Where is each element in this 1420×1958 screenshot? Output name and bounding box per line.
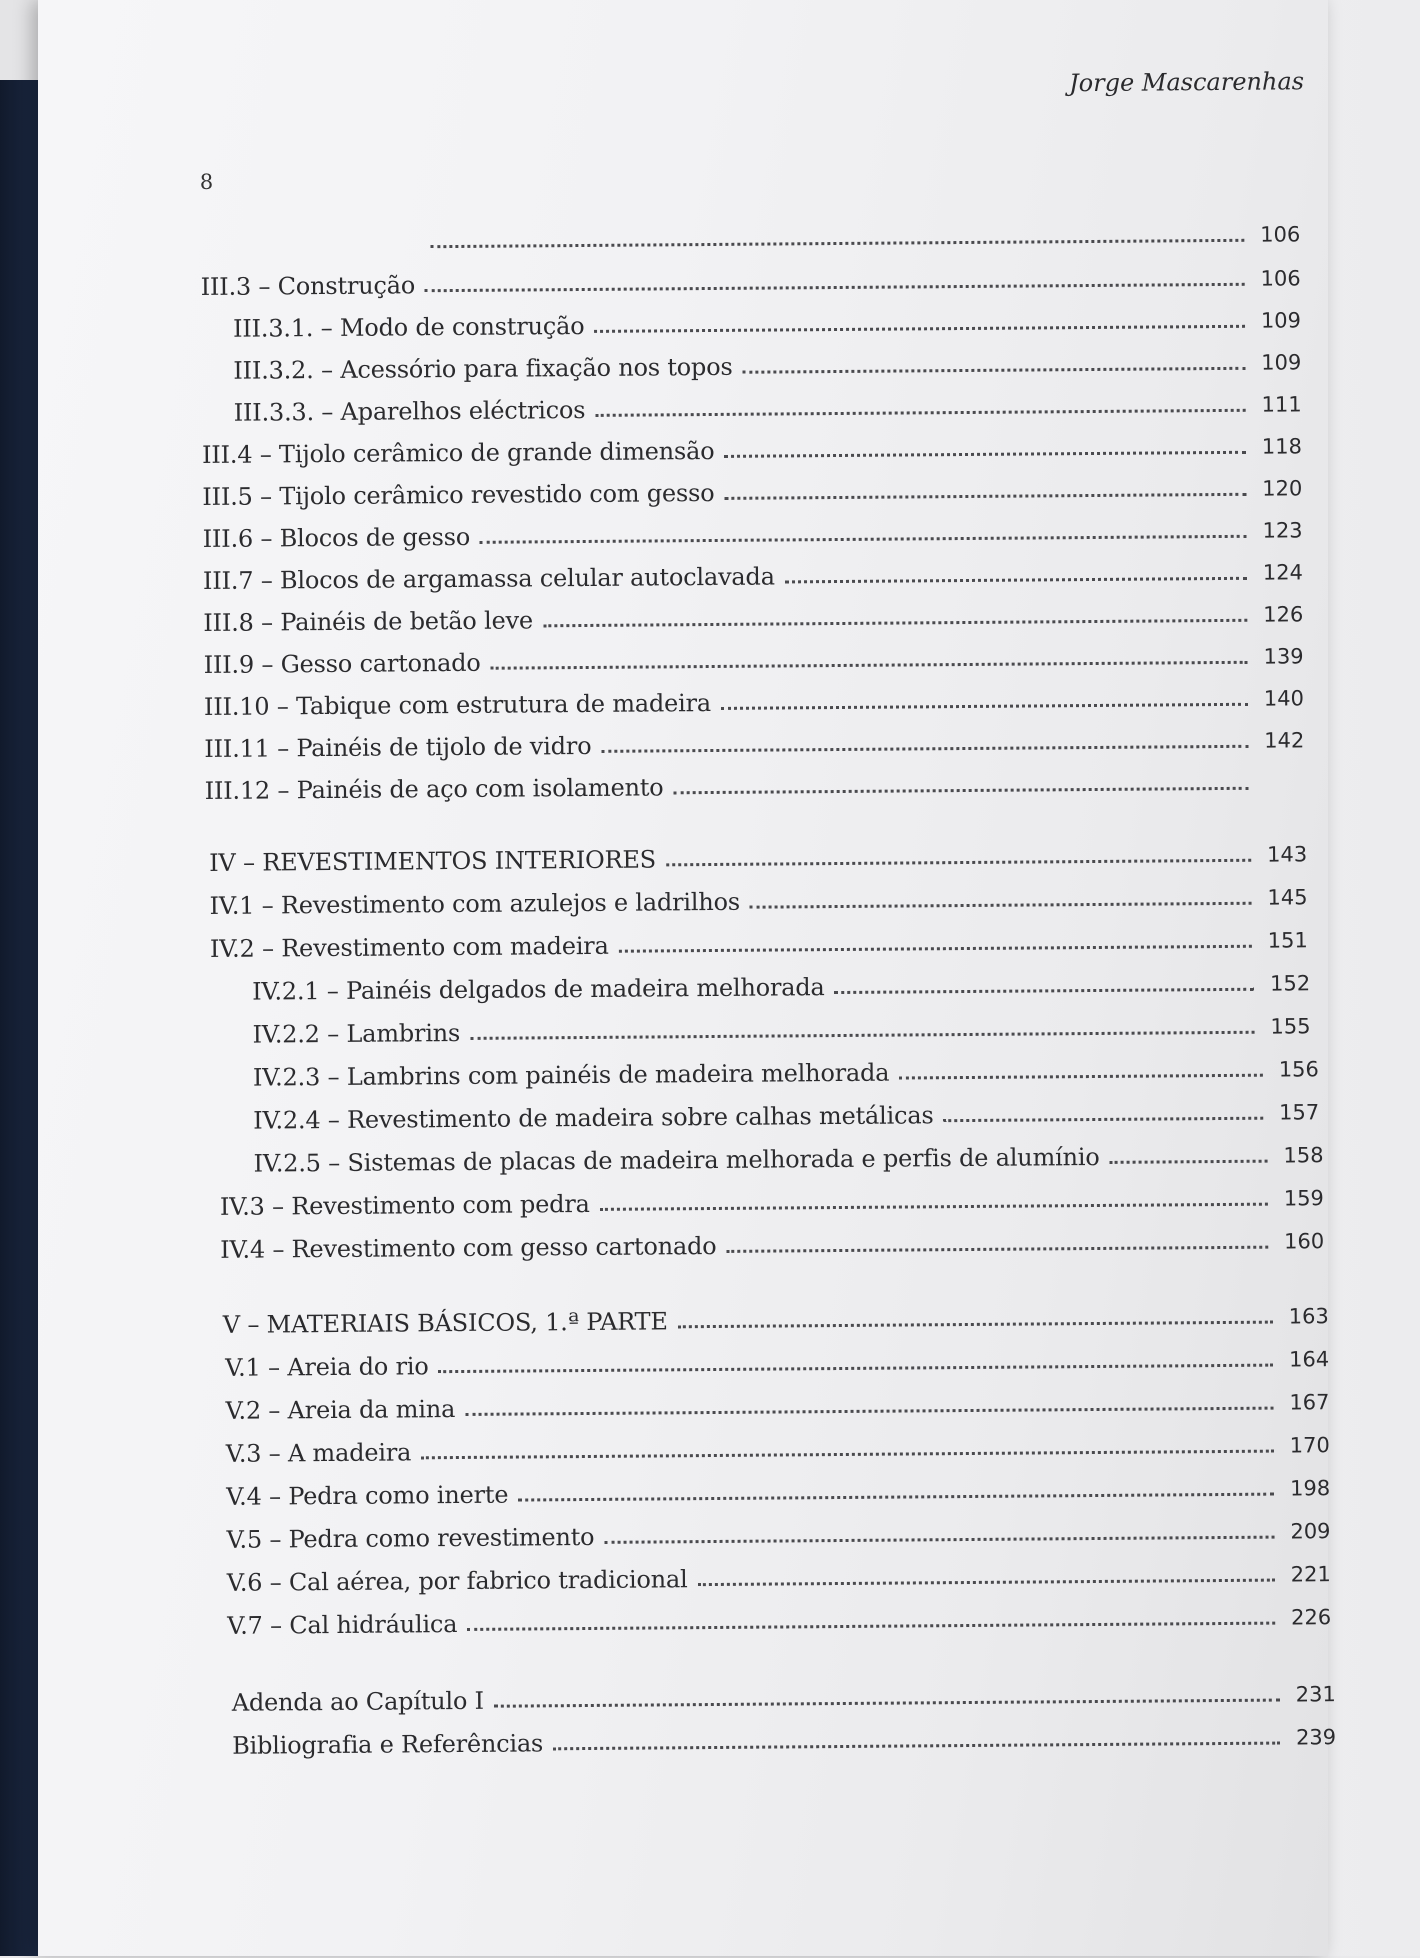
running-head-author: Jorge Mascarenhas: [1069, 67, 1304, 97]
toc-entry: [232, 1722, 1336, 1761]
toc-entry: [203, 515, 1303, 554]
toc-leader-dots: [430, 239, 1244, 248]
toc-entry-title: V.6 – Cal aérea, por fabrico tradicional: [227, 1564, 698, 1598]
toc-leader-dots: [600, 1203, 1268, 1211]
toc-entry-page: 226: [1275, 1602, 1331, 1632]
toc-entry-title: III.12 – Painéis de aço com isolamento: [205, 772, 674, 806]
toc-leader-dots: [1110, 1160, 1268, 1164]
toc-entry-page: 143: [1251, 839, 1307, 869]
toc-entry: [205, 767, 1305, 806]
toc-entry-page: 167: [1273, 1387, 1329, 1417]
toc-entry-page: 239: [1280, 1722, 1336, 1752]
toc-entry-title: Bibliografia e Referências: [232, 1728, 553, 1761]
toc-leader-dots: [619, 945, 1252, 953]
toc-entry-page: 118: [1246, 431, 1302, 461]
toc-entry: [226, 1473, 1330, 1512]
toc-entry: [226, 1430, 1330, 1469]
toc-entry-title: IV.2.1 – Painéis delgados de madeira melhorada: [252, 972, 835, 1007]
toc-leader-dots: [467, 1622, 1275, 1631]
toc-entry-page: 109: [1245, 347, 1301, 377]
toc-entry: [252, 1011, 1310, 1049]
toc-entry: [204, 683, 1304, 722]
toc-entry: [253, 1054, 1319, 1092]
toc-entry: [210, 925, 1308, 964]
toc-entry-title: IV.2.2 – Lambrins: [252, 1018, 470, 1050]
toc-entry-page: 106: [1244, 219, 1300, 249]
toc-entry-title: III.8 – Painéis de betão leve: [203, 605, 543, 638]
toc-entry: [209, 882, 1307, 921]
toc-entry-page: 163: [1273, 1301, 1329, 1331]
toc-entry-title: IV.2 – Revestimento com madeira: [210, 931, 619, 964]
toc-leader-dots: [465, 1407, 1273, 1416]
toc-entry-page: 158: [1267, 1140, 1323, 1170]
toc-entry: [220, 1183, 1324, 1222]
toc-leader-dots: [425, 283, 1245, 292]
toc-entry: [227, 1559, 1331, 1598]
toc-entry-page: 170: [1274, 1430, 1330, 1460]
toc-entry-page: 140: [1248, 683, 1304, 713]
toc-entry-title: IV – REVESTIMENTOS INTERIORES: [209, 844, 666, 878]
toc-entry: [233, 305, 1301, 343]
toc-entry-page: 221: [1275, 1559, 1331, 1589]
toc-entry-title: III.9 – Gesso cartonado: [204, 648, 491, 680]
toc-entry-title: V – MATERIAIS BÁSICOS, 1.ª PARTE: [223, 1306, 678, 1340]
toc-entry: [234, 389, 1302, 427]
toc-leader-dots: [595, 409, 1245, 417]
toc-entry: [420, 219, 1300, 256]
toc-entry-page: 106: [1245, 263, 1301, 293]
toc-entry-title: V.1 – Areia do rio: [225, 1351, 439, 1383]
toc-entry-page: 159: [1268, 1183, 1324, 1213]
toc-leader-dots: [698, 1579, 1275, 1587]
toc-entry: [226, 1516, 1330, 1555]
toc-entry-page: 209: [1274, 1516, 1330, 1546]
toc-chapter-entry: [209, 839, 1307, 878]
toc-entry-title: V.2 – Areia da mina: [225, 1394, 465, 1426]
toc-leader-dots: [678, 1321, 1273, 1329]
toc-entry-page: 160: [1268, 1226, 1324, 1256]
toc-leader-dots: [594, 325, 1245, 333]
toc-entry-title: IV.2.3 – Lambrins com painéis de madeira melhorada: [253, 1058, 900, 1093]
toc-entry: [225, 1344, 1329, 1383]
toc-entry: [253, 1140, 1323, 1178]
toc-leader-dots: [543, 619, 1247, 628]
toc-entry: [202, 431, 1302, 470]
toc-entry-page: 155: [1254, 1011, 1310, 1041]
toc-entry: [203, 599, 1303, 638]
toc-entry-title: III.10 – Tabique com estrutura de madeira: [204, 688, 721, 722]
toc-entry-page: 145: [1251, 882, 1307, 912]
toc-leader-dots: [553, 1742, 1280, 1751]
toc-leader-dots: [470, 1031, 1254, 1040]
toc-entry: [232, 1679, 1336, 1718]
toc-leader-dots: [725, 493, 1247, 500]
toc-leader-dots: [494, 1699, 1280, 1708]
toc-leader-dots: [785, 577, 1247, 584]
toc-entry-title: IV.2.5 – Sistemas de placas de madeira melhorada e perfis de alumínio: [253, 1142, 1109, 1179]
toc-leader-dots: [601, 745, 1248, 753]
toc-entry-title: IV.2.4 – Revestimento de madeira sobre calhas metálicas: [253, 1100, 944, 1135]
toc-entry-page: 198: [1274, 1473, 1330, 1503]
toc-entry-title: Adenda ao Capítulo I: [232, 1686, 494, 1718]
toc-leader-dots: [750, 902, 1252, 909]
toc-leader-dots: [727, 1246, 1269, 1253]
toc-entry-page: 231: [1280, 1679, 1336, 1709]
toc-entry-page: 152: [1254, 968, 1310, 998]
toc-leader-dots: [666, 859, 1251, 867]
toc-entry: [202, 473, 1302, 512]
toc-entry-page: 124: [1247, 557, 1303, 587]
page-number: 8: [200, 170, 214, 194]
toc-entry-title: IV.3 – Revestimento com pedra: [220, 1189, 600, 1222]
toc-entry: [203, 557, 1303, 596]
toc-entry-title: III.5 – Tijolo cerâmico revestido com gesso: [202, 478, 724, 512]
toc-leader-dots: [835, 988, 1255, 994]
toc-entry-page: 123: [1247, 515, 1303, 545]
toc-leader-dots: [743, 367, 1246, 374]
toc-entry-title: III.3 – Construção: [201, 270, 426, 302]
toc-entry-title: V.5 – Pedra como revestimento: [226, 1522, 604, 1555]
toc-entry: [252, 968, 1310, 1006]
toc-entry: [227, 1602, 1331, 1641]
toc-entry-title: III.3.3. – Aparelhos eléctricos: [234, 395, 596, 428]
toc-leader-dots: [899, 1074, 1263, 1080]
toc-leader-dots: [724, 451, 1246, 458]
toc-leader-dots: [674, 787, 1249, 795]
toc-chapter-entry: [223, 1301, 1329, 1340]
toc-entry-title: V.3 – A madeira: [226, 1437, 422, 1469]
toc-entry-page: 111: [1246, 389, 1302, 419]
toc-entry-page: 126: [1247, 599, 1303, 629]
toc-leader-dots: [491, 661, 1248, 670]
toc-entry-page: 139: [1248, 641, 1304, 671]
toc-entry: [201, 263, 1301, 302]
toc-entry-page: 142: [1248, 725, 1304, 755]
toc-leader-dots: [604, 1536, 1274, 1544]
toc-entry-page: 120: [1246, 473, 1302, 503]
toc-entry-title: V.4 – Pedra como inerte: [226, 1480, 518, 1512]
toc-entry-page: 164: [1273, 1344, 1329, 1374]
toc-entry: [225, 1387, 1329, 1426]
toc-leader-dots: [518, 1493, 1274, 1502]
toc-leader-dots: [721, 703, 1248, 710]
toc-entry-page: 109: [1245, 305, 1301, 335]
toc-leader-dots: [944, 1117, 1264, 1123]
toc-entry-title: IV.4 – Revestimento com gesso cartonado: [220, 1231, 726, 1265]
toc-entry-title: III.4 – Tijolo cerâmico de grande dimensão: [202, 436, 725, 470]
toc-leader-dots: [439, 1364, 1274, 1374]
toc-entry-title: III.3.1. – Modo de construção: [233, 311, 595, 344]
toc-entry-page: 156: [1263, 1054, 1319, 1084]
toc-entry-title: IV.1 – Revestimento com azulejos e ladrilhos: [209, 887, 750, 921]
toc-entry-page: 157: [1263, 1097, 1319, 1127]
toc-entry: [220, 1226, 1324, 1265]
toc-entry: [204, 641, 1304, 680]
toc-entry-title: V.7 – Cal hidráulica: [227, 1609, 467, 1641]
toc-entry-title: III.3.2. – Acessório para fixação nos topos: [233, 352, 742, 386]
toc-entry: [204, 725, 1304, 764]
toc-leader-dots: [480, 535, 1247, 544]
toc-leader-dots: [421, 1450, 1274, 1460]
toc-entry-title: III.11 – Painéis de tijolo de vidro: [204, 731, 601, 764]
toc-entry: [233, 347, 1301, 385]
toc-entry-title: III.6 – Blocos de gesso: [203, 522, 481, 554]
toc-entry-title: III.7 – Blocos de argamassa celular autoclavada: [203, 561, 785, 596]
toc-entry-page: 151: [1252, 925, 1308, 955]
toc-entry: [253, 1097, 1319, 1135]
